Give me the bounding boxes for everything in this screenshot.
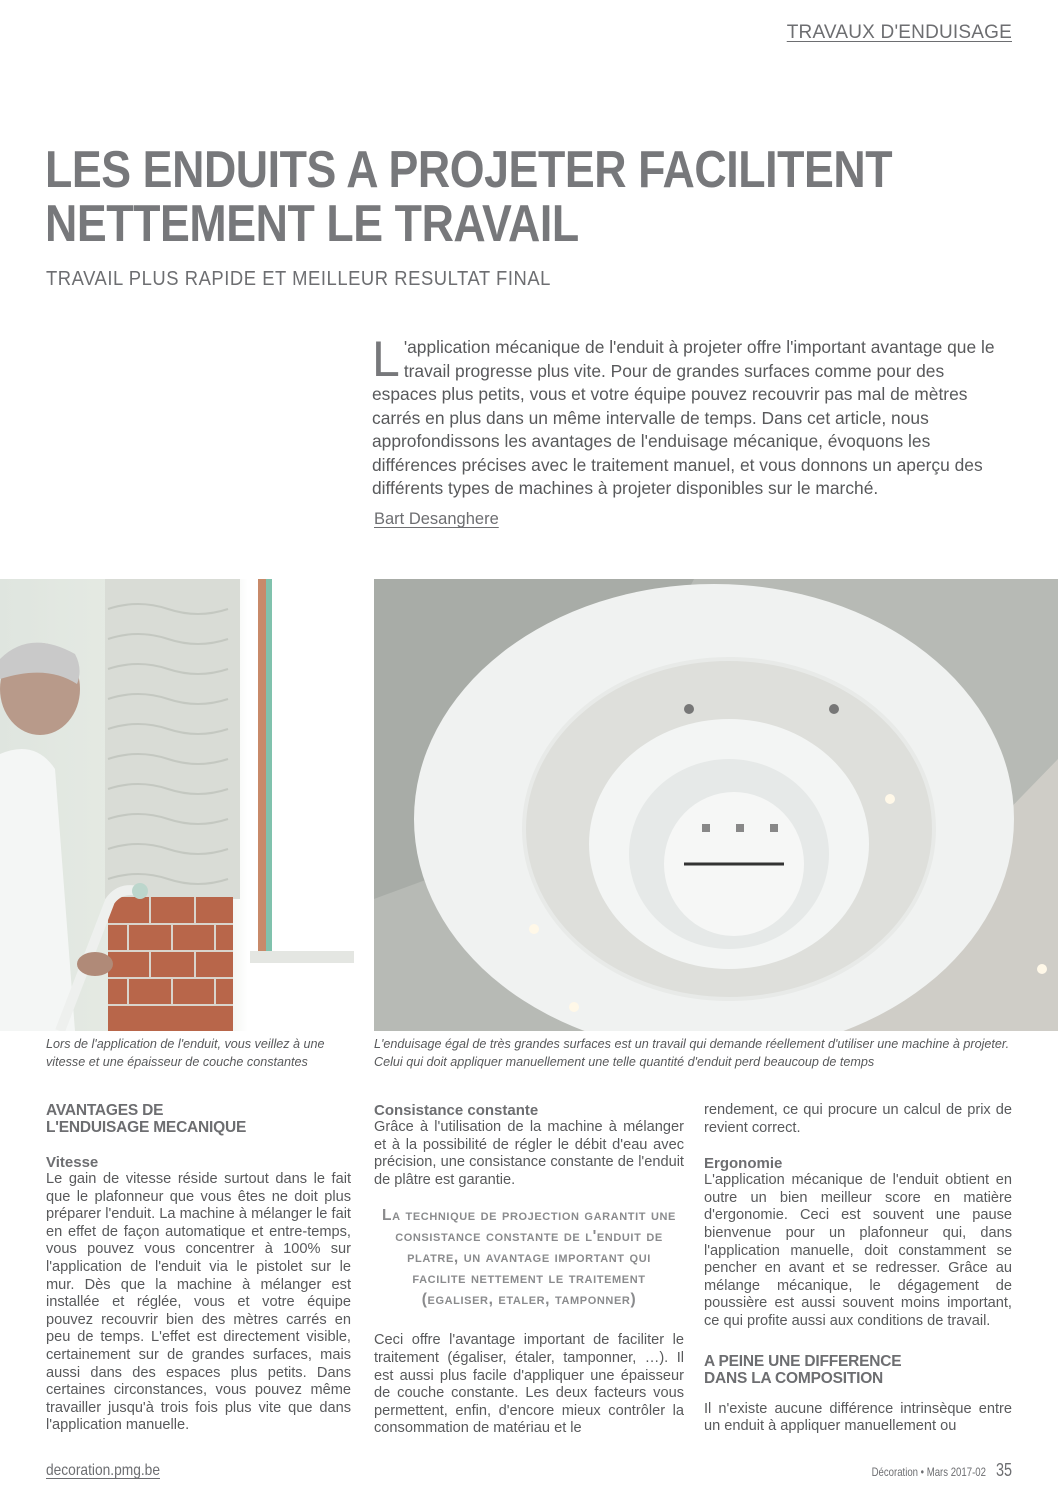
paragraph-consistance-2: Ceci offre l'avantage important de faciliter le traitement (égaliser, étaler, tamponner, …). Il est aussi plus facile d'appliquer une épaisseur de couche constante. Les deux facteurs vous permettent, enfin, d'encore mieux contrôler la consommation de matériau et le (374, 1332, 684, 1437)
column-1 (46, 1102, 351, 1435)
paragraph-consistance: Grâce à l'utilisation de la machine à mélanger et à la possibilité de régler le débit d'eau avec précision, une consistance constante de l'enduit de plâtre est garantie. (374, 1119, 684, 1188)
heading-line: L'ENDUISAGE MECANIQUE (46, 1119, 247, 1136)
title-line-2: NETTEMENT LE TRAVAIL (45, 195, 579, 253)
intro-paragraph (372, 331, 1006, 501)
plasterer-illustration (0, 579, 354, 1031)
caption-right: L'enduisage égal de très grandes surfaces est un travail qui demande réellement d'utiliser une machine à projeter. Celui qui doit appliquer manuellement une telle quantité d'enduit perd beaucoup de temps (374, 1037, 1010, 1069)
spacer (704, 1387, 1012, 1401)
caption-left: Lors de l'application de l'enduit, vous veillez à une vitesse et une épaisseur de couche constantes (46, 1037, 325, 1069)
column-2 (374, 1102, 684, 1438)
article-subtitle: TRAVAIL PLUS RAPIDE ET MEILLEUR RESULTAT FINAL (46, 268, 551, 290)
article-title (45, 141, 893, 253)
photo-spiral-staircase (374, 579, 1058, 1031)
heading-line: A PEINE UNE DIFFERENCE (704, 1352, 902, 1370)
heading-line: DANS LA COMPOSITION (704, 1369, 884, 1387)
footer-url[interactable]: decoration.pmg.be (46, 1462, 160, 1479)
heading-line: AVANTAGES DE (46, 1102, 164, 1119)
paragraph-continuation: rendement, ce qui procure un calcul de prix de revient correct. (704, 1102, 1012, 1136)
subheading-vitesse: Vitesse (46, 1154, 99, 1171)
photo-plasterer (0, 579, 354, 1031)
spiral-staircase-illustration (374, 579, 1058, 1031)
author-byline[interactable]: Bart Desanghere (374, 510, 499, 528)
subheading-ergonomie: Ergonomie (704, 1155, 783, 1173)
section-heading-composition (704, 1353, 1012, 1387)
paragraph-composition: Il n'existe aucune différence intrinsèque entre un enduit à appliquer manuellement ou (704, 1400, 1012, 1435)
page-number: 35 (995, 1460, 1012, 1480)
footer-publication-info: Décoration • Mars 2017-02 (871, 1465, 986, 1479)
section-tag: TRAVAUX D'ENDUISAGE (786, 22, 1012, 43)
section-heading-advantages (46, 1102, 351, 1136)
drop-cap: L (372, 331, 400, 387)
paragraph-vitesse: Le gain de vitesse réside surtout dans le fait que le plafonneur que vous êtes ne doit plus préparer l'enduit. La machine à mélanger le fait en effet de façon automatique et entre-temps, vous pouvez vous concentrer à 100% sur l'application de l'enduit via le pistolet sur le mur. Dès que la machine à mélanger est installée et réglée, vous et votre équipe pouvez recouvrir bien des mètres carrés en peu de temps. L'effet est directement visible, certainement sur de grandes surfaces, mais aussi dans des espaces plus petits. Dans certaines circonstances, vous pouvez même travailler jusqu'à trois fois plus vite que dans l'application manuelle. (46, 1171, 351, 1434)
subheading-consistance: Consistance constante (374, 1102, 539, 1119)
pull-quote: La technique de projection garantit une consistance constante de l'enduit de platre, un avantage important qui facilite nettement le traitement (egaliser, etaler, tamponner) (382, 1207, 676, 1309)
intro-text: 'application mécanique de l'enduit à projeter offre l'important avantage que le travail progresse plus vite. Pour de grandes surfaces comme pour des espaces plus petits, vous et votre équipe pouvez recouvrir pas mal de mètres carrés en plus dans un même intervalle de temps. Dans cet article, nous approfondissons les avantages de l'enduisage mécanique, évoquons les différences précises avec le traitement manuel, et vous donnons un aperçu des différents types de machines à projeter disponibles sur le marché. (372, 337, 995, 498)
paragraph-ergonomie: L'application mécanique de l'enduit obtient en outre un bien meilleur score en matière d'ergonomie. Ceci est souvent une pause bienvenue pour un plafonneur qui, dans l'application manuelle, doit constamment se pencher en avant et se redresser. Grâce au mélange mécanique, le dégagement de poussière est aussi souvent moins important, ce qui profite aussi aux conditions de travail. (704, 1172, 1012, 1329)
column-3 (704, 1102, 1012, 1436)
title-line-1: LES ENDUITS A PROJETER FACILITENT (45, 141, 893, 199)
